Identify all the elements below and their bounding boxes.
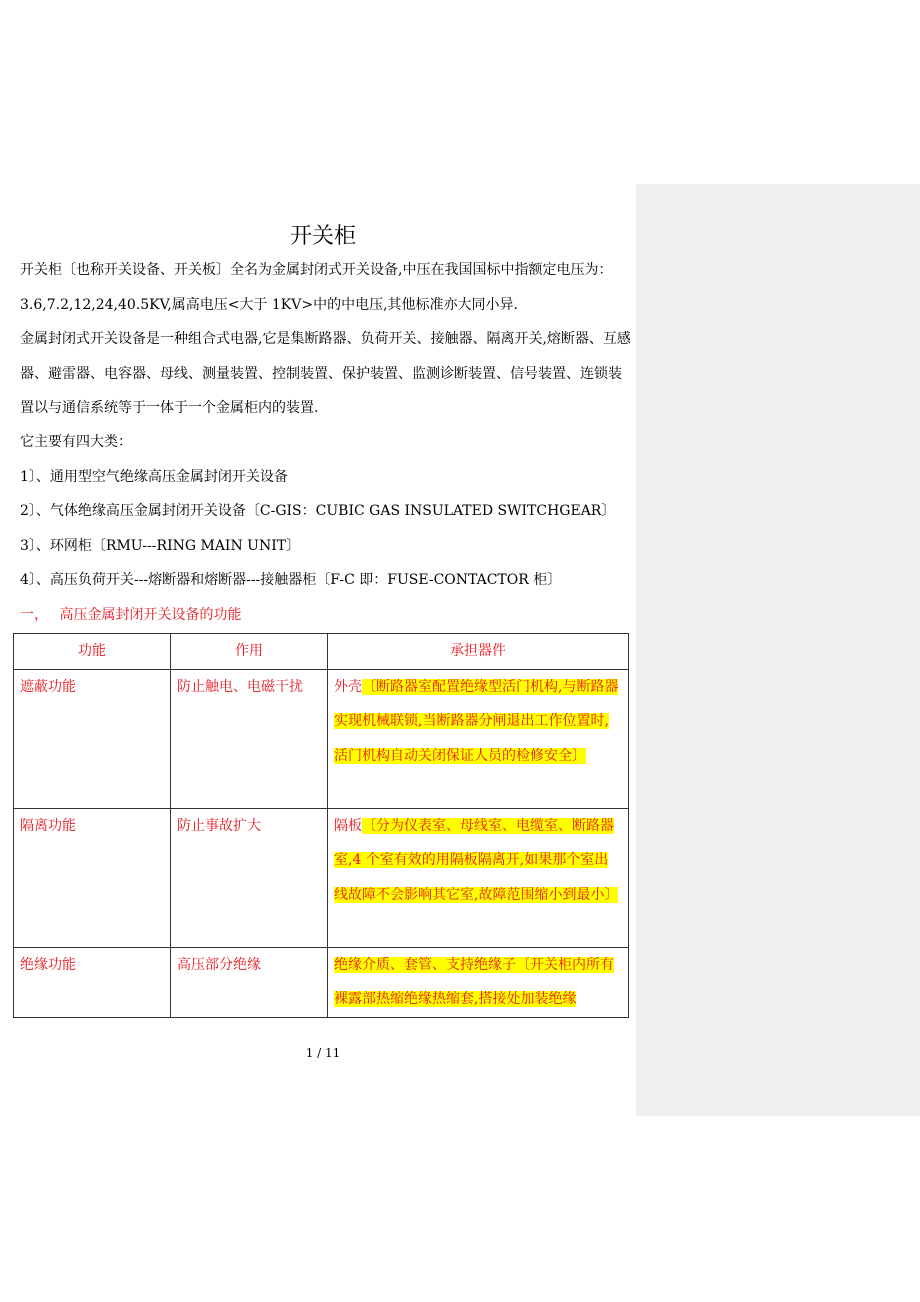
paragraph-intro: 开关柜〔也称开关设备、开关板〕全名为金属封闭式开关设备,中压在我国国标中指额定电压为：3.6,7.2,12,24,40.5KV,属高电压<大于 1KV>中的中电压,其他标准亦大同小异.	[20, 262, 613, 313]
cell-purpose: 防止事故扩大	[171, 808, 328, 947]
section-heading: 一， 高压金属封闭开关设备的功能	[20, 607, 242, 623]
cell-function: 绝缘功能	[14, 947, 171, 1017]
cell-component	[328, 669, 629, 808]
cell-purpose: 高压部分绝缘	[171, 947, 328, 1017]
component-highlight: 绝缘介质、套管、支持绝缘子〔开关柜内所有裸露部热缩绝缘热缩套,搭接处加装绝缘	[334, 956, 614, 1007]
document-title: 开关柜	[289, 224, 356, 249]
cell-component	[328, 808, 629, 947]
table-row	[14, 808, 629, 947]
table-header-row	[14, 634, 629, 670]
component-plain: 外壳	[334, 678, 362, 695]
comment-pane	[636, 184, 920, 1116]
component-highlight: 〔断路器室配置绝缘型活门机构,与断路器实现机械联锁,当断路器分闸退出工作位置时,活门机构自动关闭保证人员的检修安全〕	[334, 678, 619, 764]
cell-function: 遮蔽功能	[14, 669, 171, 808]
list-item: 3〕、环网柜〔RMU---RING MAIN UNIT〕	[20, 538, 301, 554]
page-number: 1 / 11	[305, 1046, 341, 1060]
cell-purpose: 防止触电、电磁干扰	[171, 669, 328, 808]
paragraph-definition: 金属封闭式开关设备是一种组合式电器,它是集断路器、负荷开关、接触器、隔离开关,熔断器、互感器、避雷器、电容器、母线、测量装置、控制装置、保护装置、监测诊断装置、信号装置、连锁装置以与通信系统等于一体于一个金属柜内的装置.	[20, 331, 631, 416]
table-row	[14, 669, 629, 808]
cell-component	[328, 947, 629, 1017]
component-highlight: 〔分为仪表室、母线室、电缆室、断路器室,4 个室有效的用隔板隔离开,如果那个室出线故障不会影响其它室,故障范围缩小到最小〕	[334, 817, 619, 903]
cell-function: 隔离功能	[14, 808, 171, 947]
header-function: 功能	[14, 634, 171, 670]
list-item: 2〕、气体绝缘高压金属封闭开关设备〔C-GIS：CUBIC GAS INSULATED SWITCHGEAR〕	[20, 503, 616, 519]
function-table	[13, 633, 629, 1018]
table-row	[14, 947, 629, 1017]
header-component: 承担器件	[328, 634, 629, 670]
list-item: 4〕、高压负荷开关---熔断器和熔断器---接触器柜〔F-C 即：FUSE-CONTACTOR 柜〕	[20, 572, 562, 588]
header-purpose: 作用	[171, 634, 328, 670]
list-item: 1〕、通用型空气绝缘高压金属封闭开关设备	[20, 469, 288, 485]
paragraph-categories-intro: 它主要有四大类：	[20, 434, 132, 450]
component-plain: 隔板	[334, 817, 362, 834]
